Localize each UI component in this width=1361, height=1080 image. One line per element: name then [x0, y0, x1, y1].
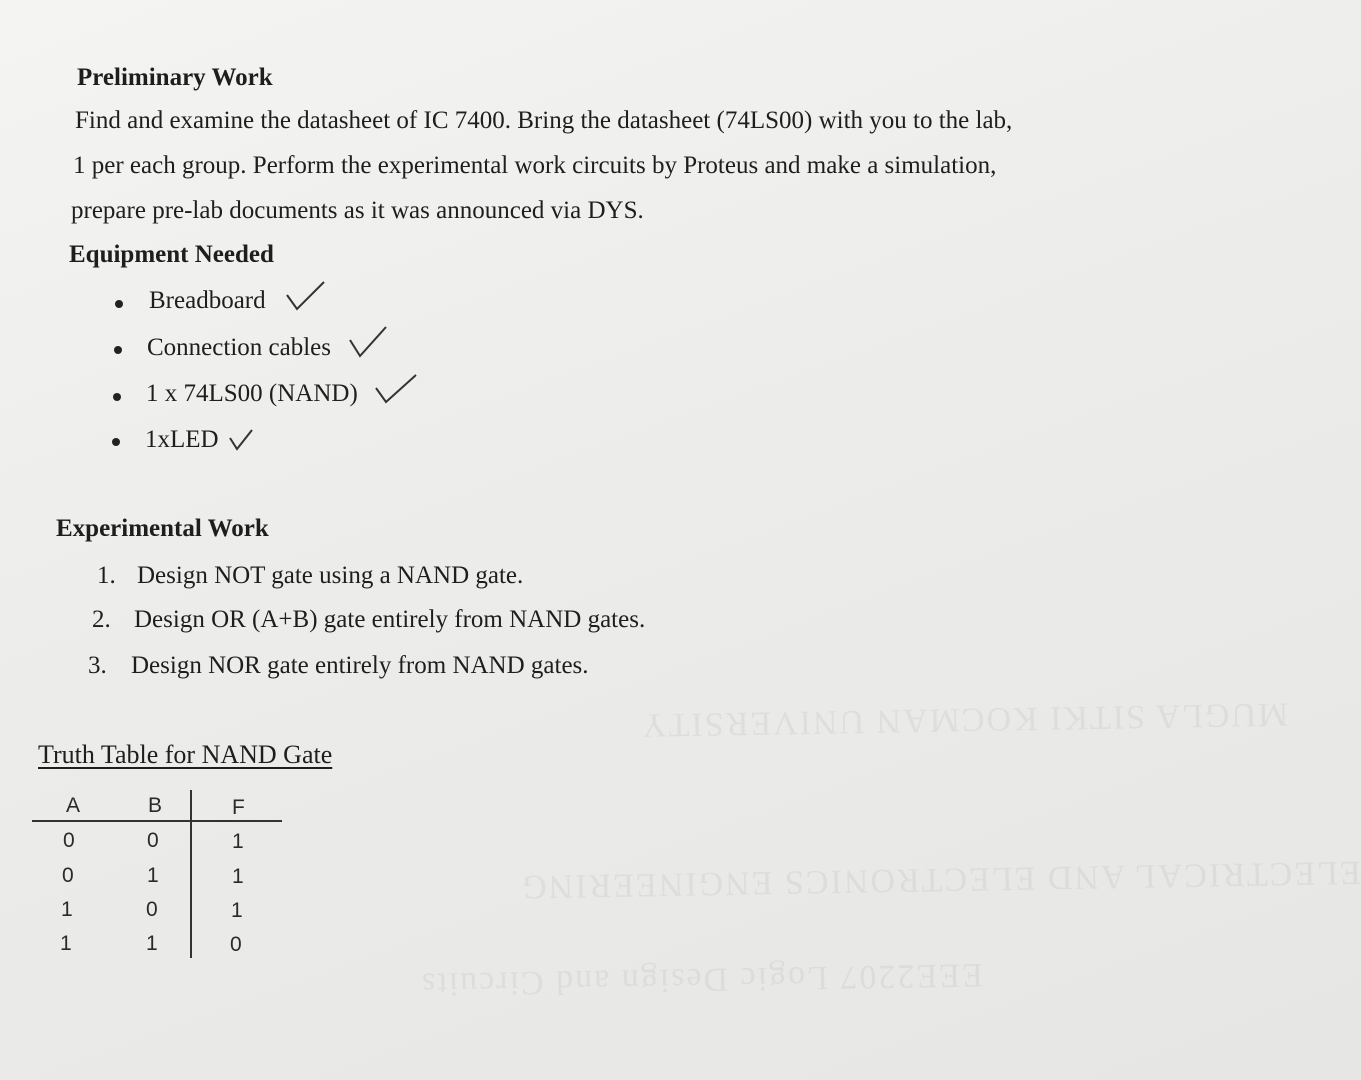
check-mark-icon [284, 279, 328, 313]
check-mark-icon [374, 372, 420, 406]
step-number: 3. [88, 652, 107, 679]
bullet-dot [112, 438, 120, 446]
bullet-dot [115, 300, 123, 308]
check-mark-icon [348, 324, 390, 360]
truth-table-header-rule [32, 820, 282, 822]
experimental-step-2: Design OR (A+B) gate entirely from NAND gates. [134, 606, 646, 633]
truth-table-cell: 0 [230, 933, 242, 956]
equipment-heading: Equipment Needed [69, 241, 274, 268]
show-through-text: ELECTRICAL AND ELECTRONICS ENGINEERING [519, 853, 1361, 906]
truth-table-cell: 1 [146, 932, 158, 955]
experimental-heading: Experimental Work [56, 515, 269, 542]
truth-table-cell: 1 [61, 898, 73, 921]
truth-table-title: Truth Table for NAND Gate [38, 740, 333, 769]
truth-table-cell: 0 [146, 898, 158, 921]
truth-table-cell: 1 [147, 864, 159, 887]
show-through-text: MUGLA SITKI KOCMAN UNIVERSITY [639, 695, 1289, 744]
equipment-item-breadboard: Breadboard [149, 287, 266, 314]
truth-table-cell: 0 [63, 829, 75, 852]
preliminary-line-3: prepare pre-lab documents as it was announced via DYS. [71, 197, 644, 224]
equipment-item-nand-ic: 1 x 74LS00 (NAND) [146, 380, 358, 407]
check-mark-icon [228, 428, 254, 452]
truth-table-cell: 1 [60, 932, 72, 955]
preliminary-line-2: 1 per each group. Perform the experimental work circuits by Proteus and make a simulation, [73, 152, 997, 179]
equipment-item-led: 1xLED [145, 426, 219, 453]
step-number: 2. [92, 606, 111, 633]
truth-table-cell: 1 [232, 830, 244, 853]
truth-table-cell: 1 [231, 899, 243, 922]
bullet-dot [113, 393, 121, 401]
truth-table-cell: 0 [147, 829, 159, 852]
truth-table-header-a: A [66, 794, 81, 817]
preliminary-line-1: Find and examine the datasheet of IC 7400. Bring the datasheet (74LS00) with you to the lab, [75, 107, 1013, 134]
truth-table-header-f: F [232, 796, 245, 819]
bullet-dot [114, 346, 122, 354]
truth-table-cell: 1 [232, 865, 244, 888]
truth-table-cell: 0 [62, 864, 74, 887]
truth-table-column-rule [190, 790, 192, 958]
experimental-step-1: Design NOT gate using a NAND gate. [137, 562, 524, 589]
show-through-text: EEE2207 Logic Design and Circuits [419, 956, 983, 1003]
equipment-item-cables: Connection cables [147, 334, 331, 361]
preliminary-heading: Preliminary Work [77, 64, 273, 91]
truth-table-header-b: B [148, 794, 163, 817]
step-number: 1. [97, 562, 116, 589]
experimental-step-3: Design NOR gate entirely from NAND gates. [131, 652, 589, 679]
